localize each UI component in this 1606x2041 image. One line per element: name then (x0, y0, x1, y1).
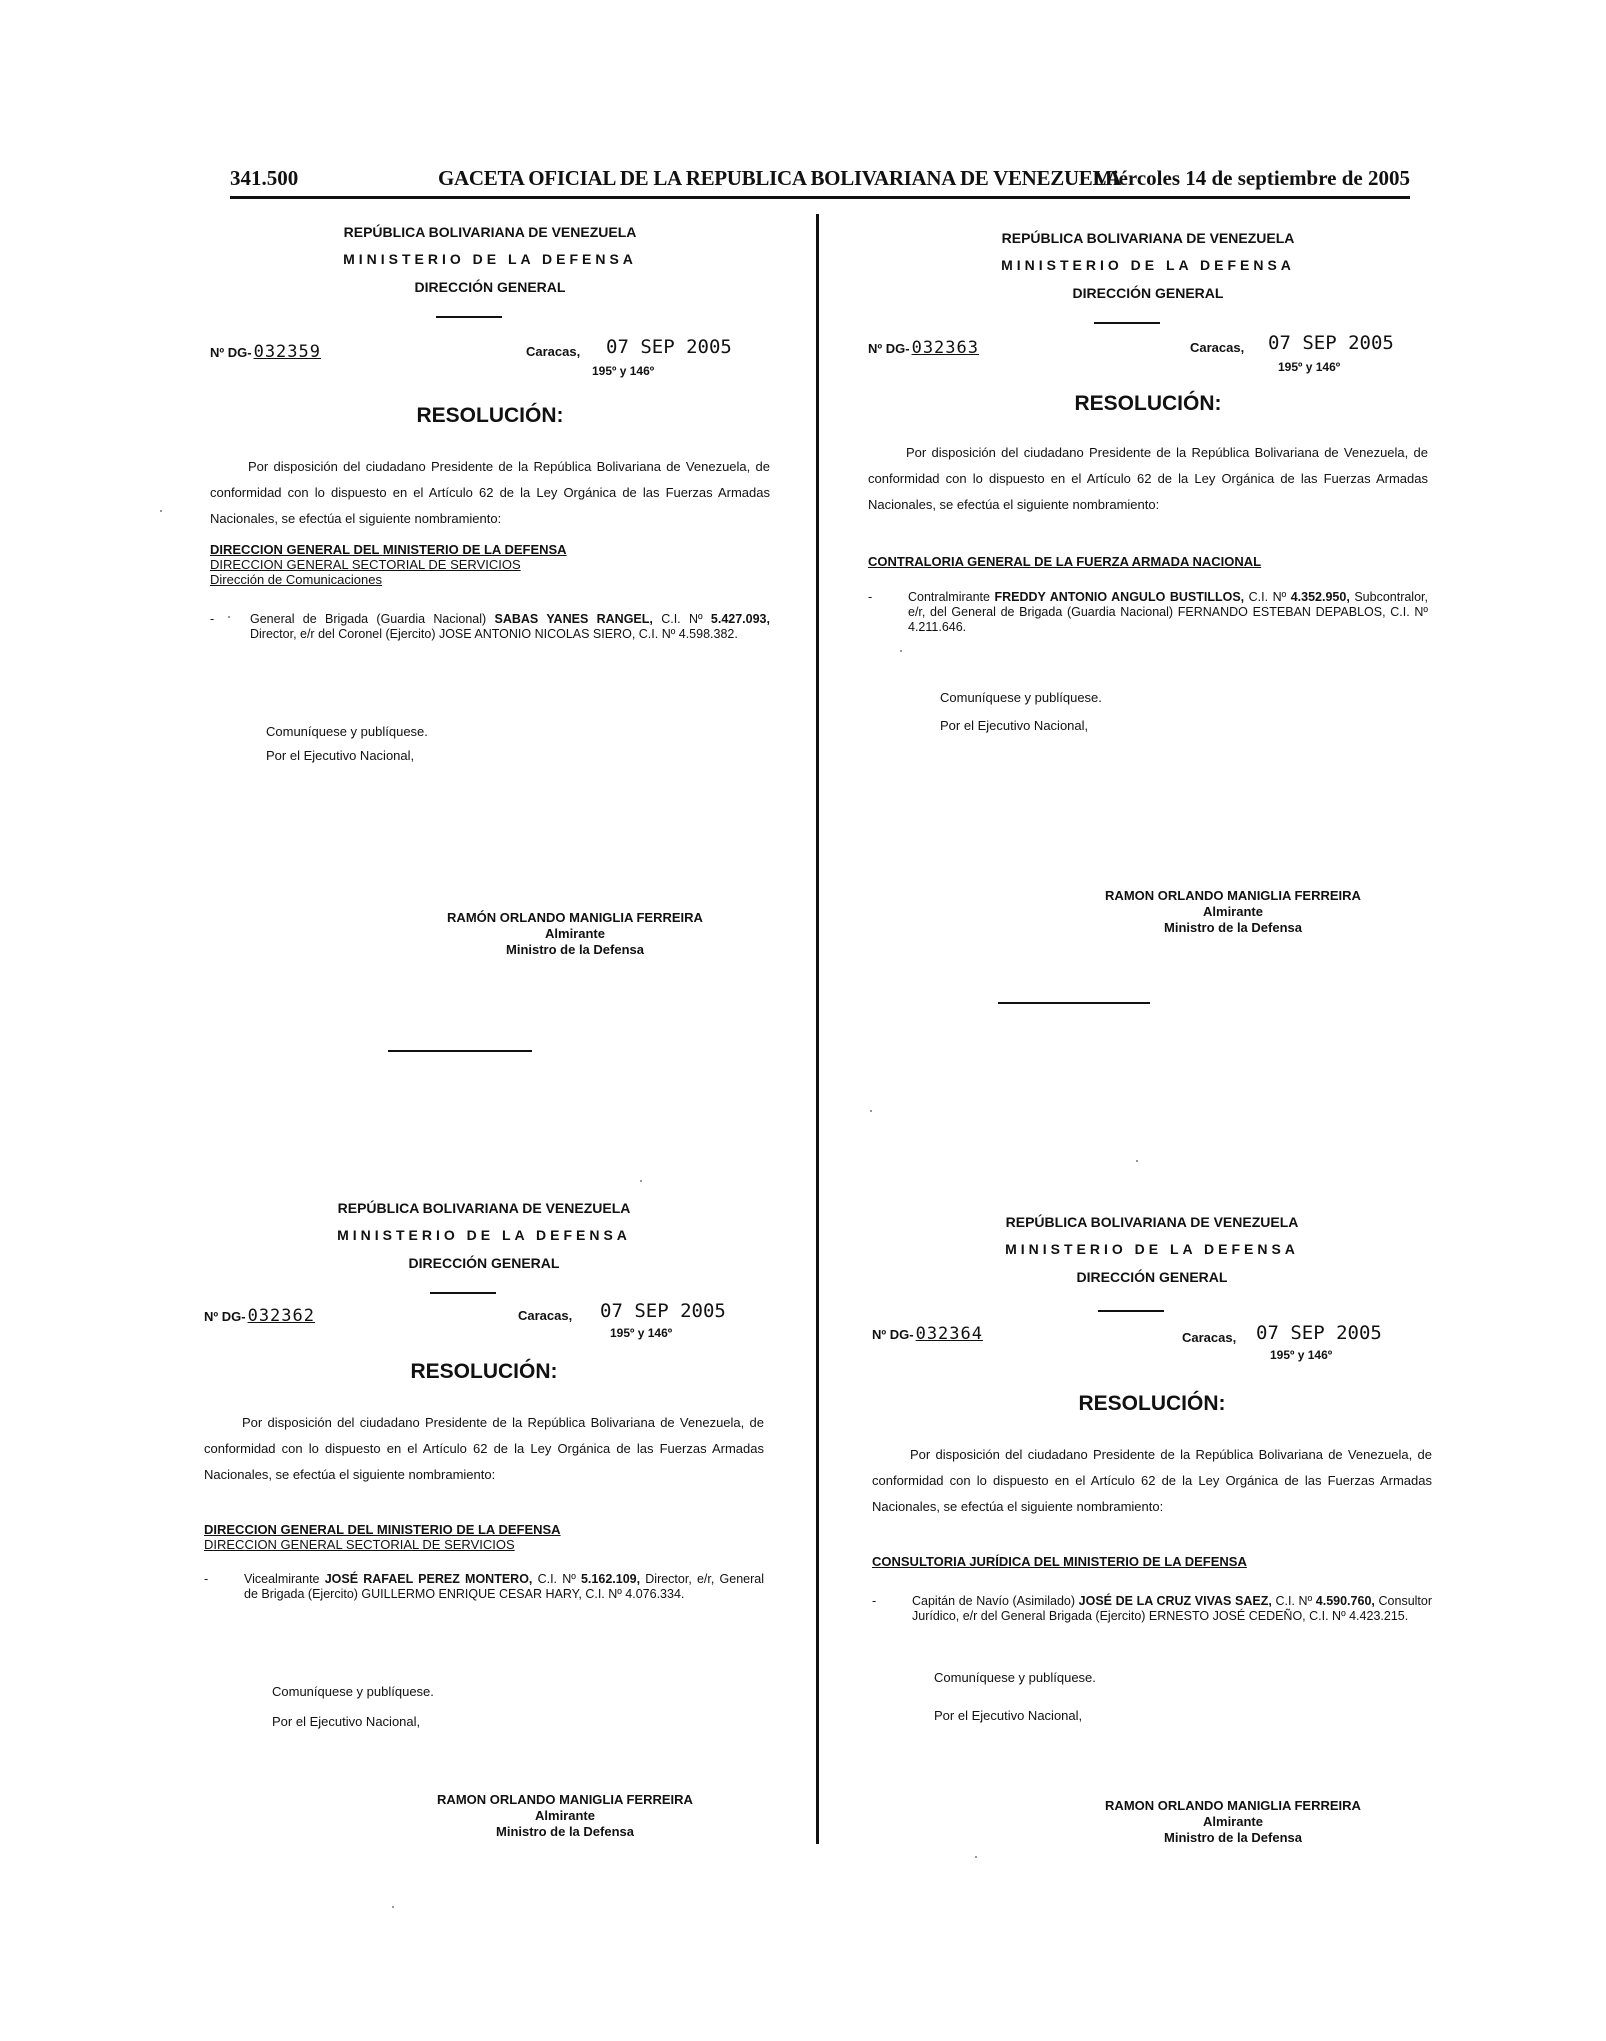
dependencies (868, 554, 1428, 569)
years-line: 195º y 146º (1278, 360, 1341, 374)
ministry-heading: MINISTERIO DE LA DEFENSA (337, 1227, 631, 1243)
resolution-body: Por disposición del ciudadano Presidente de la República Bolivariana de Venezuela, de conformidad con lo dispuesto en el Artículo 62 de la Ley Orgánica de las Fuerzas Armadas Nacionales, se efectúa el siguiente nombramiento: (204, 1415, 764, 1482)
bullet: - (872, 1594, 877, 1608)
number-value: 032363 (911, 338, 979, 358)
years-line: 195º y 146º (1270, 1348, 1333, 1362)
appointment-rank: Capitán de Navío (Asimilado) (912, 1594, 1076, 1608)
dependencies (204, 1522, 764, 1552)
city-label: Caracas, (1182, 1330, 1237, 1345)
date-stamp: 07 SEP 2005 (600, 1300, 726, 1322)
scan-speck (640, 1180, 642, 1182)
executive-line: Por el Ejecutivo Nacional, (934, 1708, 1083, 1723)
signer-name: RAMON ORLANDO MANIGLIA FERREIRA (1105, 1798, 1361, 1813)
appointment-detail: Consultor Jurídico, e/r del General Brigada (Ejercito) ERNESTO JOSÉ CEDEÑO, C.I. Nº 4.423.215. (912, 1594, 1433, 1623)
appointment-name: JOSÉ RAFAEL PEREZ MONTERO, (324, 1572, 533, 1586)
appointment-text (250, 612, 770, 642)
publication-date: Miércoles 14 de septiembre de 2005 (1092, 166, 1410, 190)
dependency-line: DIRECCION GENERAL SECTORIAL DE SERVICIOS (210, 557, 521, 572)
number-value: 032359 (253, 342, 321, 362)
ministry-heading: MINISTERIO DE LA DEFENSA (343, 251, 637, 267)
directorate-heading: DIRECCIÓN GENERAL (1076, 1269, 1228, 1285)
heading-rule (1094, 322, 1160, 324)
signer-name: RAMON ORLANDO MANIGLIA FERREIRA (437, 1792, 693, 1807)
communique-line: Comuníquese y publíquese. (266, 724, 428, 739)
resolution-body: Por disposición del ciudadano Presidente de la República Bolivariana de Venezuela, de conformidad con lo dispuesto en el Artículo 62 de la Ley Orgánica de las Fuerzas Armadas Nacionales, se efectúa el siguiente nombramiento: (872, 1447, 1432, 1514)
appointment-ci: 5.427.093, (710, 612, 770, 626)
number-value: 032364 (915, 1324, 983, 1344)
appointment-rank: General de Brigada (Guardia Nacional) (250, 612, 487, 626)
scan-speck (392, 1906, 394, 1908)
country-heading: REPÚBLICA BOLIVARIANA DE VENEZUELA (1001, 230, 1295, 246)
bullet: - (204, 1572, 209, 1586)
resolution-number (204, 1306, 315, 1326)
dependency-line: DIRECCION GENERAL DEL MINISTERIO DE LA DEFENSA (210, 542, 567, 557)
heading-rule (1098, 1310, 1164, 1312)
directorate-heading: DIRECCIÓN GENERAL (414, 279, 566, 295)
bullet: - (868, 590, 873, 604)
communique-line: Comuníquese y publíquese. (272, 1684, 434, 1699)
publication-title: GACETA OFICIAL DE LA REPUBLICA BOLIVARIANA DE VENEZUELA (438, 166, 1122, 190)
header-rule (230, 196, 1410, 199)
resolution-body: Por disposición del ciudadano Presidente de la República Bolivariana de Venezuela, de conformidad con lo dispuesto en el Artículo 62 de la Ley Orgánica de las Fuerzas Armadas Nacionales, se efectúa el siguiente nombramiento: (868, 445, 1428, 512)
bullet: - (210, 612, 215, 626)
ci-label: C.I. Nº (661, 612, 703, 626)
resolution-number (872, 1324, 983, 1344)
directorate-heading: DIRECCIÓN GENERAL (408, 1255, 560, 1271)
signer-rank: Almirante (1203, 904, 1263, 919)
resolution-number (868, 338, 979, 358)
executive-line: Por el Ejecutivo Nacional, (266, 748, 415, 763)
scan-speck (900, 650, 902, 652)
executive-line: Por el Ejecutivo Nacional, (272, 1714, 421, 1729)
appointment-ci: 5.162.109, (580, 1572, 641, 1586)
resolution-title: RESOLUCIÓN: (410, 1360, 558, 1383)
ministry-heading: MINISTERIO DE LA DEFENSA (1005, 1241, 1299, 1257)
resolution-body: Por disposición del ciudadano Presidente de la República Bolivariana de Venezuela, de conformidad con lo dispuesto en el Artículo 62 de la Ley Orgánica de las Fuerzas Armadas Nacionales, se efectúa el siguiente nombramiento: (210, 459, 770, 526)
resolution-title: RESOLUCIÓN: (416, 404, 564, 427)
number-value: 032362 (247, 1306, 315, 1326)
communique-line: Comuníquese y publíquese. (934, 1670, 1096, 1685)
resolution-032364 (872, 1214, 1432, 1914)
appointment-detail: Director, e/r del Coronel (Ejercito) JOSE ANTONIO NICOLAS SIERO, C.I. Nº 4.598.382. (250, 627, 738, 641)
appointment-detail: Subcontralor, e/r, del General de Brigada (Guardia Nacional) FERNANDO ESTEBAN DEPABLOS, C.I. Nº 4.211.646. (908, 590, 1428, 634)
scan-speck (1136, 1160, 1138, 1162)
date-stamp: 07 SEP 2005 (1256, 1322, 1382, 1344)
directorate-heading: DIRECCIÓN GENERAL (1072, 285, 1224, 301)
number-label: Nº DG- (204, 1309, 246, 1324)
ministry-heading: MINISTERIO DE LA DEFENSA (1001, 257, 1295, 273)
executive-line: Por el Ejecutivo Nacional, (940, 718, 1089, 733)
number-label: Nº DG- (868, 341, 910, 356)
date-stamp: 07 SEP 2005 (606, 336, 732, 358)
country-heading: REPÚBLICA BOLIVARIANA DE VENEZUELA (337, 1200, 631, 1216)
signature-block (1068, 1798, 1398, 1846)
ci-label: C.I. Nº (1248, 590, 1287, 604)
appointment-rank: Vicealmirante (244, 1572, 320, 1586)
years-line: 195º y 146º (592, 364, 655, 378)
dependency-line: DIRECCION GENERAL SECTORIAL DE SERVICIOS (204, 1537, 515, 1552)
heading-rule (430, 1292, 496, 1294)
appointment-text (912, 1594, 1432, 1624)
signer-name: RAMÓN ORLANDO MANIGLIA FERREIRA (447, 910, 703, 925)
resolution-title: RESOLUCIÓN: (1074, 392, 1222, 415)
city-label: Caracas, (518, 1308, 573, 1323)
signature-block (1068, 888, 1398, 936)
signer-title: Ministro de la Defensa (496, 1824, 634, 1839)
signer-rank: Almirante (1203, 1814, 1263, 1829)
city-label: Caracas, (526, 344, 581, 359)
appointment-rank: Contralmirante (908, 590, 990, 604)
resolution-number (210, 342, 321, 362)
appointment-ci: 4.352.950, (1290, 590, 1350, 604)
dependency-line: CONTRALORIA GENERAL DE LA FUERZA ARMADA NACIONAL (868, 554, 1262, 569)
signer-title: Ministro de la Defensa (1164, 920, 1302, 935)
years-line: 195º y 146º (610, 1326, 673, 1340)
signer-rank: Almirante (545, 926, 605, 941)
heading-rule (436, 316, 502, 318)
gazette-header (230, 160, 1410, 200)
country-heading: REPÚBLICA BOLIVARIANA DE VENEZUELA (1005, 1214, 1299, 1230)
appointment-name: FREDDY ANTONIO ANGULO BUSTILLOS, (994, 590, 1245, 604)
section-rule (388, 1050, 532, 1052)
dependencies (210, 542, 770, 587)
appointment-text (244, 1572, 764, 1602)
signature-block (400, 1792, 730, 1840)
signature-block (410, 910, 740, 958)
signer-name: RAMON ORLANDO MANIGLIA FERREIRA (1105, 888, 1361, 903)
appointment-text (908, 590, 1428, 635)
scan-speck (160, 510, 162, 512)
country-heading: REPÚBLICA BOLIVARIANA DE VENEZUELA (343, 224, 637, 240)
signer-title: Ministro de la Defensa (506, 942, 644, 957)
number-label: Nº DG- (872, 1327, 914, 1342)
ci-label: C.I. Nº (1275, 1594, 1313, 1608)
scan-speck (228, 616, 230, 618)
resolution-title: RESOLUCIÓN: (1078, 1392, 1226, 1415)
dependency-line: DIRECCION GENERAL DEL MINISTERIO DE LA DEFENSA (204, 1522, 561, 1537)
scan-speck (870, 1110, 872, 1112)
appointment-detail: Director, e/r, General de Brigada (Ejercito) GUILLERMO ENRIQUE CESAR HARY, C.I. Nº 4.076.334. (244, 1572, 764, 1601)
city-label: Caracas, (1190, 340, 1245, 355)
scan-speck (975, 1856, 977, 1858)
number-label: Nº DG- (210, 345, 252, 360)
column-divider (816, 214, 819, 1844)
dependencies (872, 1554, 1432, 1569)
appointment-name: SABAS YANES RANGEL, (494, 612, 653, 626)
appointment-ci: 4.590.760, (1315, 1594, 1375, 1608)
date-stamp: 07 SEP 2005 (1268, 332, 1394, 354)
page-number: 341.500 (230, 166, 299, 190)
resolution-032359 (210, 224, 770, 957)
signer-title: Ministro de la Defensa (1164, 1830, 1302, 1845)
signer-rank: Almirante (535, 1808, 595, 1823)
dependency-line: CONSULTORIA JURÍDICA DEL MINISTERIO DE LA DEFENSA (872, 1554, 1247, 1569)
dependency-line: Dirección de Comunicaciones (210, 572, 382, 587)
ci-label: C.I. Nº (537, 1572, 576, 1586)
resolution-032363 (868, 230, 1428, 935)
communique-line: Comuníquese y publíquese. (940, 690, 1102, 705)
appointment-name: JOSÉ DE LA CRUZ VIVAS SAEZ, (1078, 1594, 1272, 1608)
resolution-032362 (204, 1200, 764, 1900)
section-rule (998, 1002, 1150, 1004)
